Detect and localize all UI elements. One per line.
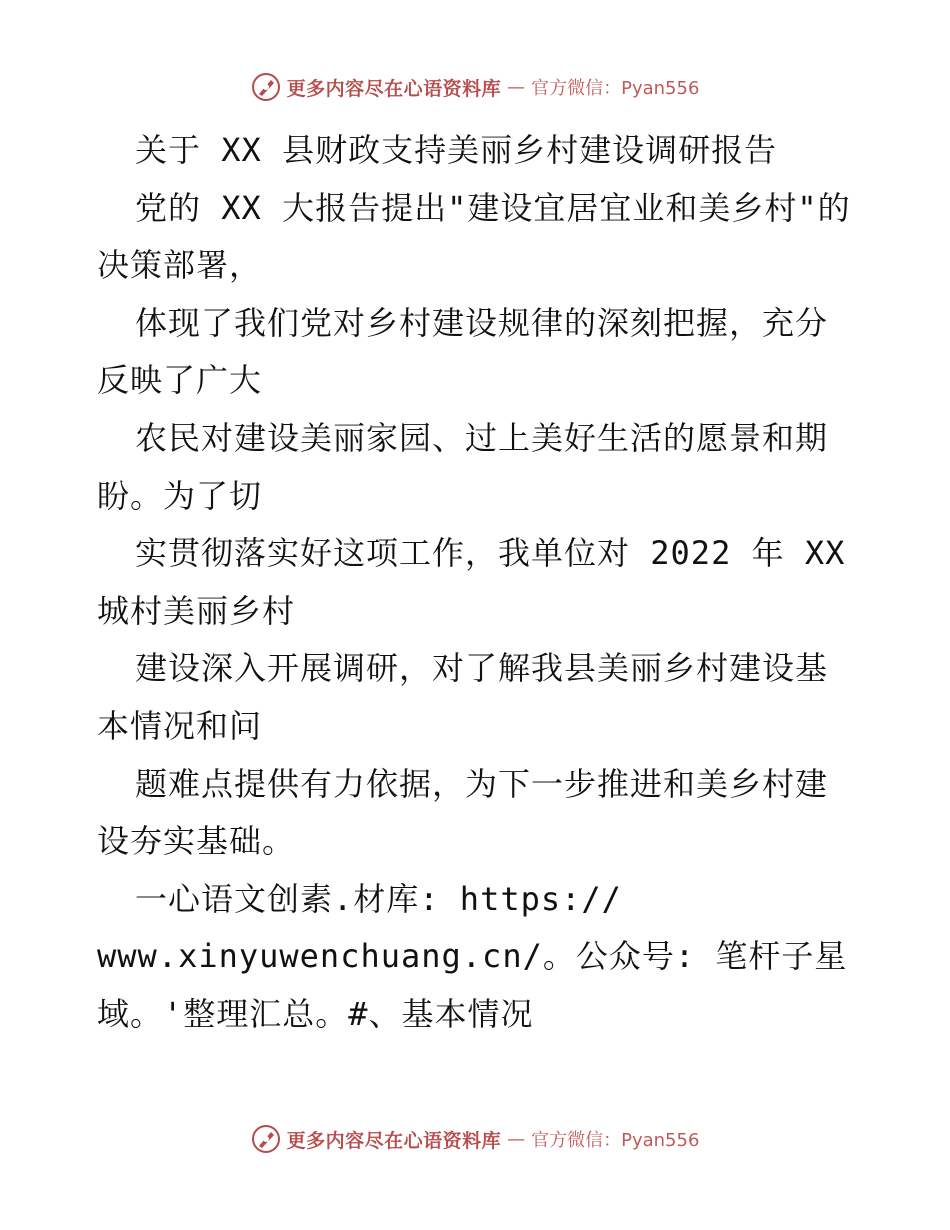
document-text-line: 一心语文创素.材库: https://	[135, 879, 622, 918]
banner-main-text: 更多内容尽在心语资料库	[286, 77, 502, 100]
document-text-line: 域。'整理汇总。#、基本情况	[97, 994, 534, 1033]
banner-dash: —	[507, 1128, 526, 1150]
banner-main-text: 更多内容尽在心语资料库	[286, 1129, 502, 1152]
document-text-line: 盼。为了切	[97, 476, 263, 515]
document-text-line: 反映了广大	[97, 361, 263, 400]
document-text-line: 党的 XX 大报告提出"建设宜居宜业和美乡村"的	[135, 188, 851, 227]
document-text-line: 建设深入开展调研，对了解我县美丽乡村建设基	[135, 649, 829, 688]
document-text-line: 题难点提供有力依据，为下一步推进和美乡村建	[135, 764, 829, 803]
document-text-line: 农民对建设美丽家园、过上美好生活的愿景和期	[135, 418, 829, 457]
footer-watermark-banner	[0, 1124, 950, 1154]
document-text-line: 城村美丽乡村	[97, 591, 296, 630]
quill-pen-icon	[251, 1124, 281, 1154]
document-body	[97, 122, 857, 1044]
banner-wechat-text: 官方微信：Pyan556	[531, 78, 700, 99]
document-text-line: 决策部署，	[97, 246, 263, 285]
header-watermark-banner	[0, 72, 950, 102]
banner-dash: —	[507, 76, 526, 98]
document-text-line: www.xinyuwenchuang.cn/。公众号: 笔杆子星	[97, 937, 848, 976]
document-text-line: 实贯彻落实好这项工作，我单位对 2022 年 XX	[135, 534, 846, 573]
banner-wechat-text: 官方微信：Pyan556	[531, 1130, 700, 1151]
document-text-line: 本情况和问	[97, 706, 263, 745]
document-title-line: 关于 XX 县财政支持美丽乡村建设调研报告	[135, 131, 778, 169]
document-text-line: 体现了我们党对乡村建设规律的深刻把握，充分	[135, 303, 829, 342]
quill-pen-icon	[251, 72, 281, 102]
document-text-line: 设夯实基础。	[97, 822, 296, 861]
